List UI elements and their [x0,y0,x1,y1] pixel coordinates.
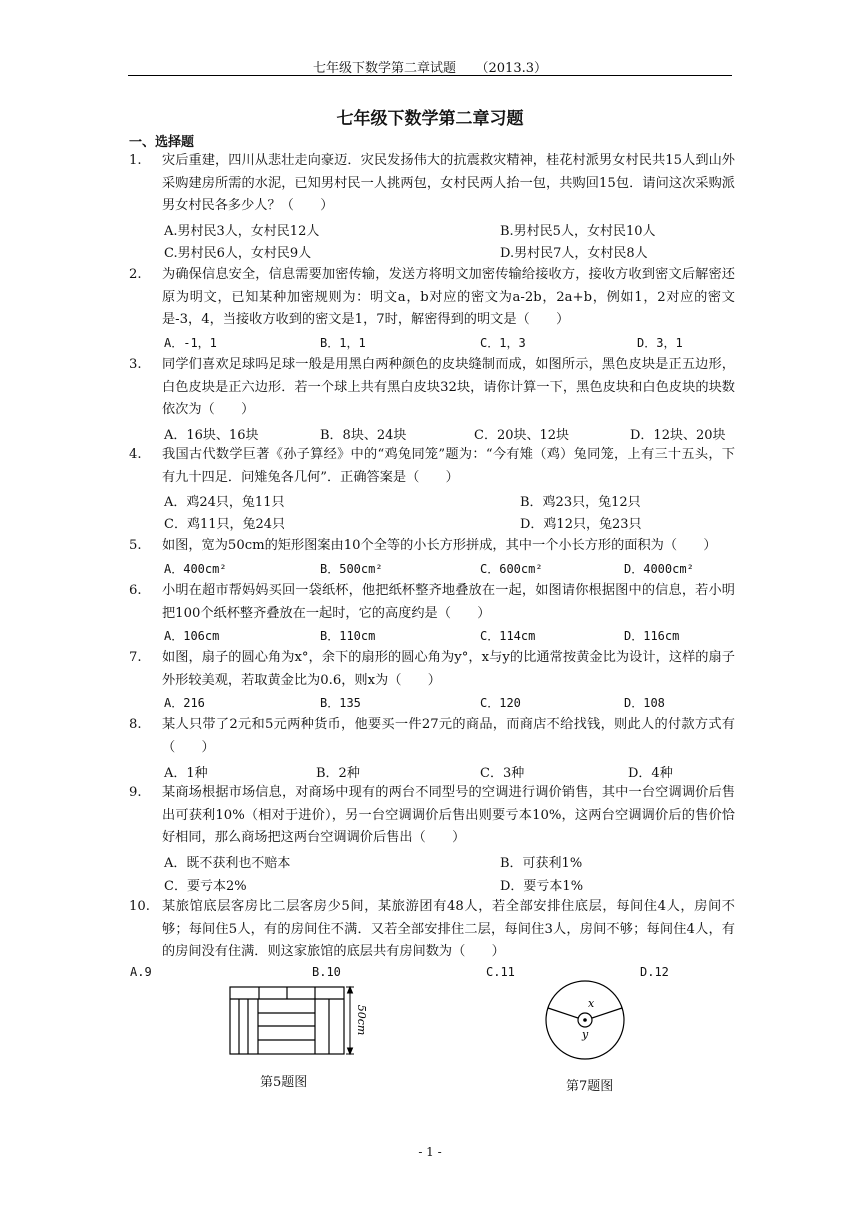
option-d: D．116cm [624,629,680,643]
dimension-arrow-top [348,987,353,993]
option-c: C．3种 [480,766,525,781]
option-d: D．108 [624,696,665,710]
page-title: 七年级下数学第二章习题 [336,109,524,129]
question-9 [129,782,735,850]
option-d: D．要亏本1% [500,879,584,894]
option-a: A．16块、16块 [164,428,259,443]
option-c: C.男村民6人，女村民9人 [164,246,312,261]
question-number: 10. [129,899,150,914]
question-1 [129,150,735,218]
option-d: D．3，1 [637,336,683,350]
option-c: C．1，3 [480,336,526,350]
option-a: A．106cm [164,629,220,643]
option-d: D.12 [640,965,669,979]
option-b: B．鸡23只，兔12只 [520,495,641,510]
question-3 [129,354,735,422]
option-d: D．12块、20块 [630,428,726,443]
question-number: 3. [129,357,142,372]
option-c: C.11 [486,965,515,979]
running-header: 七年级下数学第二章试题 （2013.3） [313,61,547,76]
page-number: - 1 - [418,1145,442,1159]
option-b: B．2种 [316,766,360,781]
question-number: 1. [129,153,142,168]
option-a: A．400cm² [164,562,227,576]
figure-7-caption: 第7题图 [566,1079,614,1094]
option-a: A.男村民3人，女村民12人 [164,224,320,239]
figure-5-caption: 第5题图 [260,1075,308,1090]
question-number: 2. [129,267,142,282]
option-b: B．可获利1% [500,856,583,871]
question-number: 4. [129,447,142,462]
header-rule [128,75,732,76]
option-a: A．1种 [164,766,208,781]
question-4 [129,444,735,489]
dimension-arrow-bottom [348,1048,353,1054]
question-text: 小明在超市帮妈妈买回一袋纸杯，他把纸杯整齐地叠放在一起，如图请你根据图中的信息，若小明把100个纸杯整齐叠放在一起时，它的高度约是（ ） [162,583,735,621]
question-10 [129,896,735,964]
question-number: 9. [129,785,142,800]
option-d: D．鸡12只，兔23只 [520,517,642,532]
option-b: B.10 [312,965,341,979]
question-text: 某商场根据市场信息，对商场中现有的两台不同型号的空调进行调价销售，其中一台空调调价后售出可获利10%（相对于进价），另一台空调调价后售出则要亏本10%，这两台空调调价后的售价恰好相同，那么商场把这两台空调调价后售出（ ） [162,785,735,845]
fan-radius-right [592,1008,622,1018]
option-a: A.9 [130,965,152,979]
option-b: B．135 [320,696,361,710]
question-5 [129,535,735,558]
option-a: A．216 [164,696,205,710]
question-text: 同学们喜欢足球吗足球一般是用黑白两种颜色的皮块缝制而成，如图所示，黑色皮块是正五边形，白色皮块是正六边形．若一个球上共有黑白皮块32块，请你计算一下，黑色皮块和白色皮块的块数依次为（ ） [162,357,735,417]
option-c: C．20块、12块 [474,428,570,443]
fan-radius-left [548,1008,578,1018]
question-text: 我国古代数学巨著《孙子算经》中的“鸡兔同笼”题为：“今有雉（鸡）兔同笼，上有三十五头，下有九十四足．问雉兔各几何”．正确答案是（ ） [162,447,735,485]
option-c: C．要亏本2% [164,879,247,894]
option-c: C．600cm² [480,562,543,576]
option-b: B．110cm [320,629,376,643]
question-number: 5. [129,538,142,553]
question-text: 如图，宽为50cm的矩形图案由10个全等的小长方形拼成，其中一个小长方形的面积为（ ） [162,538,717,553]
question-number: 6. [129,583,142,598]
angle-x-label: x [588,997,595,1010]
question-text: 为确保信息安全，信息需要加密传输，发送方将明文加密传输给接收方，接收方收到密文后解密还原为明文，已知某种加密规则为：明文a，b对应的密文为a-2b，2a+b，例如1，2对应的密文是-3，4，当接收方收到的密文是1，7时，解密得到的明文是（ ） [162,267,735,327]
option-a: A．-1，1 [164,336,217,350]
question-text: 灾后重建，四川从悲壮走向豪迈．灾民发扬伟大的抗震救灾精神，桂花村派男女村民共15人到山外采购建房所需的水泥，已知男村民一人挑两包，女村民两人抬一包，共购回15包．请问这次采购派男女村民各多少人？（ ） [162,153,735,213]
option-b: B．500cm² [320,562,383,576]
question-number: 8. [129,717,142,732]
option-d: D．4000cm² [624,562,694,576]
dimension-label: 50cm [355,1004,368,1036]
question-number: 7. [129,650,142,665]
option-a: A．既不获利也不赔本 [164,856,291,871]
question-8 [129,714,735,759]
question-2 [129,264,735,332]
angle-y-label: y [582,1028,589,1041]
option-b: B．1，1 [320,336,366,350]
option-b: B.男村民5人，女村民10人 [500,224,656,239]
option-c: C．鸡11只，兔24只 [164,517,286,532]
option-d: D．4种 [628,766,673,781]
option-d: D.男村民7人，女村民8人 [500,246,648,261]
figure-5-diagram [226,982,366,1058]
section-heading: 一、选择题 [129,135,195,150]
question-text: 某旅馆底层客房比二层客房少5间，某旅游团有48人，若全部安排住底层，每间住4人，房间不够；每间住5人，有的房间住不满．又若全部安排住二层，每间住3人，房间不够；每间住4人，有的房间没有住满．则这家旅馆的底层共有房间数为（ ） [162,899,735,959]
option-a: A．鸡24只，兔11只 [164,495,285,510]
option-c: C．114cm [480,629,536,643]
question-text: 如图，扇子的圆心角为x°，余下的扇形的圆心角为y°，x与y的比通常按黄金比为设计，这样的扇子外形较美观，若取黄金比为0.6，则x为（ ） [162,650,735,688]
option-b: B．8块、24块 [320,428,407,443]
option-c: C．120 [480,696,521,710]
question-7 [129,647,735,692]
figure-7-diagram [540,980,644,1075]
question-6 [129,580,735,625]
question-text: 某人只带了2元和5元两种货币，他要买一件27元的商品，而商店不给找钱，则此人的付款方式有（ ） [162,717,735,755]
center-dot [583,1018,587,1022]
